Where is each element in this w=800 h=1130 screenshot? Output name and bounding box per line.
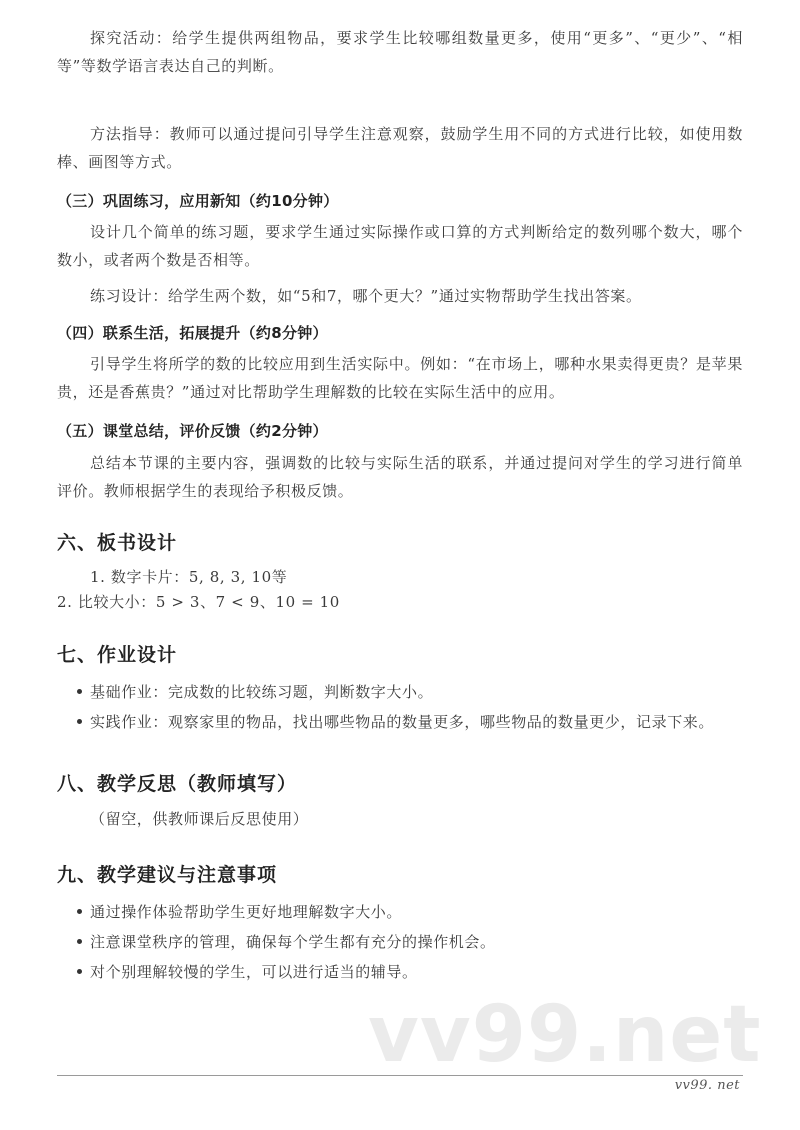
life-paragraph: 引导学生将所学的数的比较应用到生活实际中。例如：“在市场上，哪种水果卖得更贵？是苹果贵，还是香蕉贵？”通过对比帮助学生理解数的比较在实际生活中的应用。	[57, 355, 743, 401]
explore-activity-paragraph: 探究活动：给学生提供两组物品，要求学生比较哪组数量更多，使用“更多”、“更少”、“相等”等数学语言表达自己的判断。	[57, 29, 743, 75]
bullet-icon	[77, 719, 82, 724]
advice-item	[77, 931, 496, 952]
advice-item-text: 注意课堂秩序的管理，确保每个学生都有充分的操作机会。	[90, 933, 496, 951]
board-item-2: 2. 比较大小：5 > 3、7 < 9、10 = 10	[57, 593, 340, 611]
practice-paragraph: 设计几个简单的练习题，要求学生通过实际操作或口算的方式判断给定的数列哪个数大，哪个数小，或者两个数是否相等。	[57, 223, 743, 269]
advice-item	[77, 961, 418, 982]
reflection-heading: 八、教学反思（教师填写）	[57, 773, 298, 795]
bullet-icon	[77, 969, 82, 974]
board-design-heading: 六、板书设计	[57, 532, 178, 554]
bullet-icon	[77, 689, 82, 694]
summary-heading: （五）课堂总结，评价反馈（约2分钟）	[57, 422, 328, 440]
summary-paragraph: 总结本节课的主要内容，强调数的比较与实际生活的联系，并通过提问对学生的学习进行简单评价。教师根据学生的表现给予积极反馈。	[57, 454, 743, 500]
homework-item-text: 基础作业：完成数的比较练习题，判断数字大小。	[90, 683, 434, 701]
homework-item-text: 实践作业：观察家里的物品，找出哪些物品的数量更多，哪些物品的数量更少，记录下来。	[90, 713, 715, 731]
footer-site-label: vv99. net	[674, 1078, 740, 1093]
advice-item-text: 通过操作体验帮助学生更好地理解数字大小。	[90, 903, 403, 921]
practice-heading: （三）巩固练习，应用新知（约10分钟）	[57, 192, 339, 210]
homework-item	[77, 711, 714, 732]
reflection-note: （留空，供教师课后反思使用）	[90, 810, 309, 828]
homework-heading: 七、作业设计	[57, 644, 178, 666]
method-guidance-paragraph: 方法指导：教师可以通过提问引导学生注意观察，鼓励学生用不同的方式进行比较，如使用数棒、画图等方式。	[57, 125, 743, 171]
bullet-icon	[77, 909, 82, 914]
watermark-text: vv99.net	[368, 990, 762, 1080]
advice-heading: 九、教学建议与注意事项	[57, 864, 278, 886]
advice-item-text: 对个别理解较慢的学生，可以进行适当的辅导。	[90, 963, 418, 981]
practice-design-paragraph: 练习设计：给学生两个数，如“5和7，哪个更大？”通过实物帮助学生找出答案。	[90, 287, 642, 305]
advice-item	[77, 901, 402, 922]
board-item-1: 1. 数字卡片：5, 8, 3, 10等	[90, 568, 288, 586]
homework-item	[77, 681, 433, 702]
footer-divider	[57, 1075, 743, 1076]
life-heading: （四）联系生活，拓展提升（约8分钟）	[57, 324, 328, 342]
bullet-icon	[77, 939, 82, 944]
